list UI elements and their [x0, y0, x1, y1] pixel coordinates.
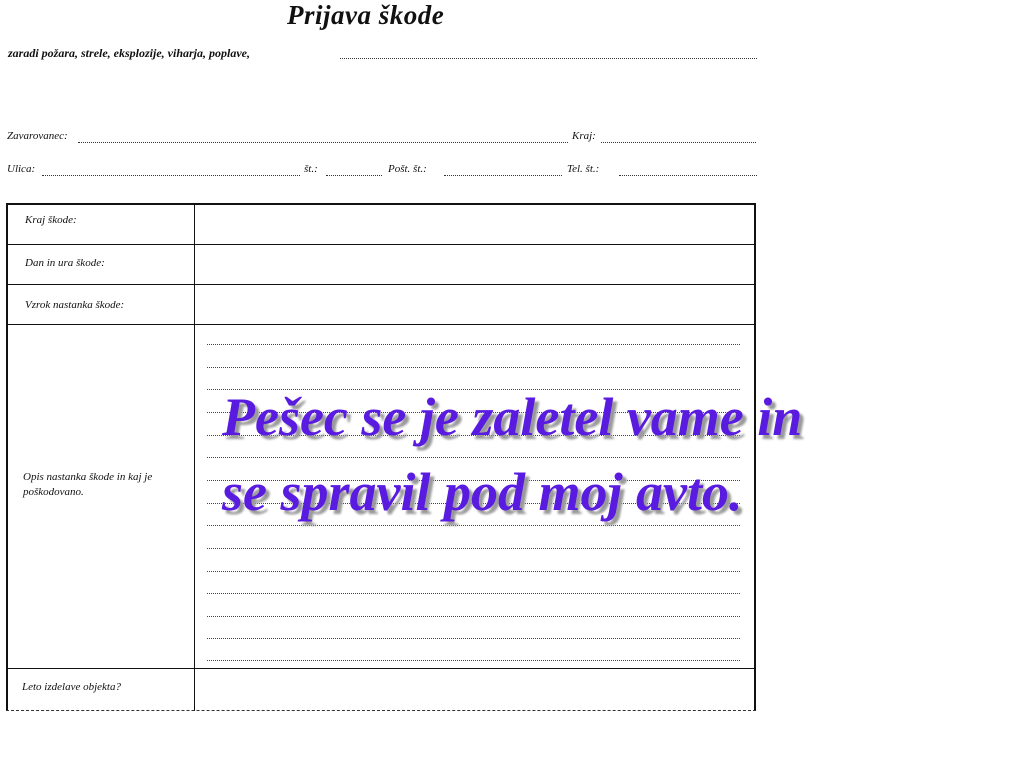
- row-label-build-year: Leto izdelave objekta?: [22, 681, 121, 693]
- description-line[interactable]: [207, 548, 740, 549]
- row-label-damage-cause: Vzrok nastanka škode:: [25, 299, 125, 311]
- table-row-divider: [8, 284, 756, 285]
- phone-field[interactable]: [619, 175, 757, 176]
- row-label-damage-date: Dan in ura škode:: [25, 257, 105, 269]
- street-field[interactable]: [42, 175, 300, 176]
- insured-field[interactable]: [78, 142, 568, 143]
- form-title: Prijava škode: [287, 0, 445, 30]
- subtitle-dotted-line: [340, 58, 757, 59]
- description-line[interactable]: [207, 367, 740, 368]
- table-bottom-edge: [6, 710, 756, 711]
- place-field[interactable]: [601, 142, 756, 143]
- postal-label: Pošt. št.:: [388, 163, 427, 175]
- overlay-statement-text: Pešec se je zaletel vame in se spravil pod moj avto.: [222, 387, 803, 522]
- table-row-divider: [8, 668, 756, 669]
- number-label: št.:: [304, 163, 318, 175]
- insured-label: Zavarovanec:: [7, 130, 68, 142]
- description-line[interactable]: [207, 571, 740, 572]
- description-line[interactable]: [207, 616, 740, 617]
- place-label: Kraj:: [572, 130, 596, 142]
- postal-field[interactable]: [444, 175, 562, 176]
- subtitle-text: zaradi požara, strele, eksplozije, viharja, poplave,: [8, 46, 250, 60]
- description-line[interactable]: [207, 660, 740, 661]
- table-column-divider: [194, 204, 195, 711]
- row-label-damage-place: Kraj škode:: [25, 214, 77, 226]
- description-line[interactable]: [207, 638, 740, 639]
- phone-label: Tel. št.:: [567, 163, 600, 175]
- number-field[interactable]: [326, 175, 382, 176]
- street-label: Ulica:: [7, 163, 36, 175]
- description-line[interactable]: [207, 344, 740, 345]
- table-row-divider: [8, 244, 756, 245]
- form-subtitle: [8, 46, 250, 61]
- row-label-damage-description: Opis nastanka škode in kaj je poškodovano.: [23, 471, 153, 498]
- table-row-divider: [8, 324, 756, 325]
- description-line[interactable]: [207, 593, 740, 594]
